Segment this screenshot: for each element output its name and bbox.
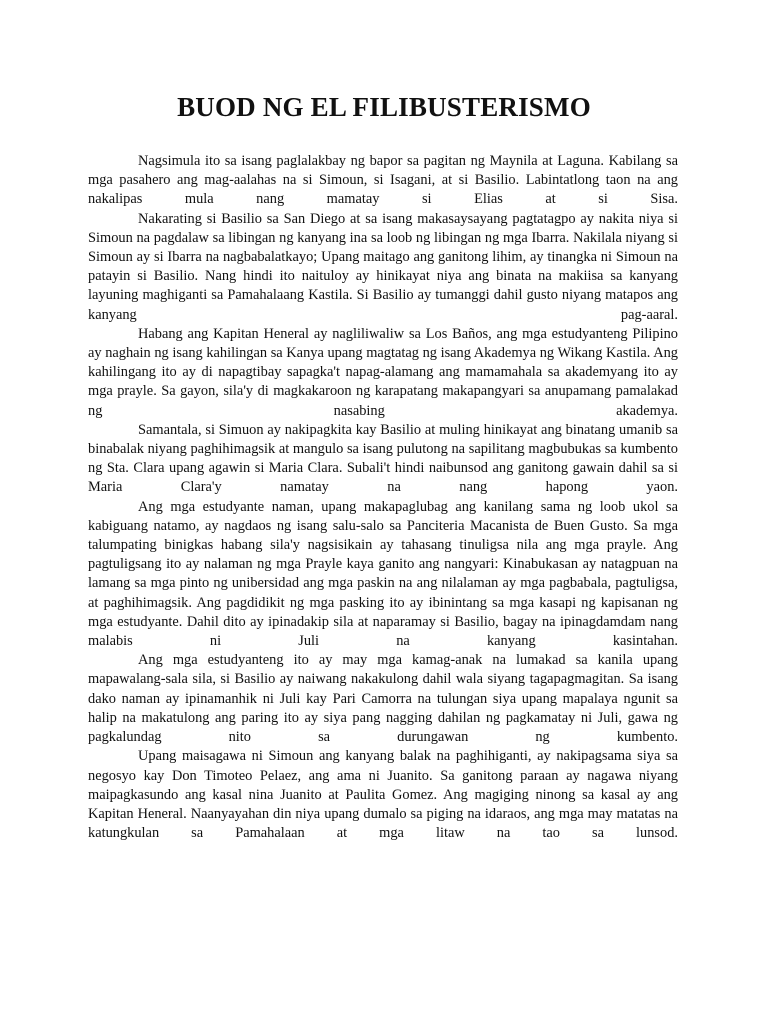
paragraph: Upang maisagawa ni Simoun ang kanyang balak na paghihiganti, ay nakipagsama siya sa negosyo kay Don Timoteo Pelaez, ang ama ni Juanito. Sa ganitong paraan ay nagawa niyang maipagkasundo ang kasal nina Juanito at Paulita Gomez. Ang magiging ninong sa kasal ay ang Kapitan Heneral. Naanyayahan din niya upang dumalo sa piging na idaraos, ang mga may matatas na katungkulan sa Pamahalaan at mga litaw na tao sa lunsod.: [88, 748, 678, 842]
paragraph: Habang ang Kapitan Heneral ay nagliliwaliw sa Los Baños, ang mga estudyanteng Pilipino ay naghain ng isang kahilingan sa Kanya upang magtatag ng isang Akademya ng Wikang Kastila. Ang kahilingang ito ay di napagtibay sapagka't napag-alamang ang mamamahala sa akademyang ito ay mga prayle. Sa gayon, sila'y di magkakaroon ng karapatang makapangyari sa anupamang pamalakad ng nasabing akademya.: [88, 325, 678, 419]
paragraph: Nagsimula ito sa isang paglalakbay ng bapor sa pagitan ng Maynila at Laguna. Kabilang sa mga pasahero ang mag-aalahas na si Simoun, si Isagani, at si Basilio. Labintatlong taon na ang nakalipas mula nang mamatay si Elias at si Sisa.: [88, 153, 678, 208]
document-body: [88, 152, 678, 843]
paragraph: Nakarating si Basilio sa San Diego at sa isang makasaysayang pagtatagpo ay nakita niya si Simoun na pagdalaw sa libingan ng kanyang ina sa loob ng libingan ng mga Ibarra. Nakilala niyang si Simoun ay si Ibarra na nagbabalatkayo; Upang maitago ang ganitong lihim, ay tinangka ni Simoun na patayin si Basilio. Nang hindi ito naituloy ay hinikayat niya ang binata na makiisa sa kanyang layuning maghiganti sa Pamahalaang Kastila. Si Basilio ay tumanggi dahil gusto niyang matapos ang kanyang pag-aaral.: [88, 210, 678, 323]
document-title: BUOD NG EL FILIBUSTERISMO: [177, 92, 591, 122]
paragraph: Ang mga estudyanteng ito ay may mga kamag-anak na lumakad sa kanila upang mapawalang-sala sila, si Basilio ay naiwang nakakulong dahil wala siyang tagapagmagitan. Sa isang dako naman ay ipinamanhik ni Juli kay Pari Camorra na tulungan siya upang mapalaya ngunit sa halip na makatulong ang paring ito ay siya pang nagging dahilan ng pagkamatay ni Juli, gawa ng pagkalundag nito sa durungawan ng kumbento.: [88, 652, 678, 746]
paragraph: Ang mga estudyante naman, upang makapaglubag ang kanilang sama ng loob ukol sa kabiguang natamo, ay nagdaos ng isang salu-salo sa Panciteria Macanista de Buen Gusto. Sa mga talumpating binigkas habang sila'y nagsisikain ay tahasang tinuligsa nila ang mga prayle. Ang pagtuligsang ito ay nalaman ng mga Prayle kaya ganito ang nangyari: Kinabukasan ay natagpuan na lamang sa mga pinto ng unibersidad ang mga paskin na ang nilalaman ay mga pagbabala, pagtuligsa, at paghihimagsik. Ang pagdidikit ng mga pasking ito ay ibinintang sa mga kasapi ng kapisanan ng mga estudyante. Dahil dito ay ipinadakip sila at naparamay si Basilio, bagay na ipinagdamdam nang malabis ni Juli na kanyang kasintahan.: [88, 498, 678, 650]
paragraph: Samantala, si Simuon ay nakipagkita kay Basilio at muling hinikayat ang binatang umanib sa binabalak niyang paghihimagsik at mangulo sa isang pulutong na sapilitang magbubukas sa kumbento ng Sta. Clara upang agawin si Maria Clara. Subali't hindi naibunsod ang ganitong gawain dahil sa si Maria Clara'y namatay na nang hapong yaon.: [88, 421, 678, 496]
